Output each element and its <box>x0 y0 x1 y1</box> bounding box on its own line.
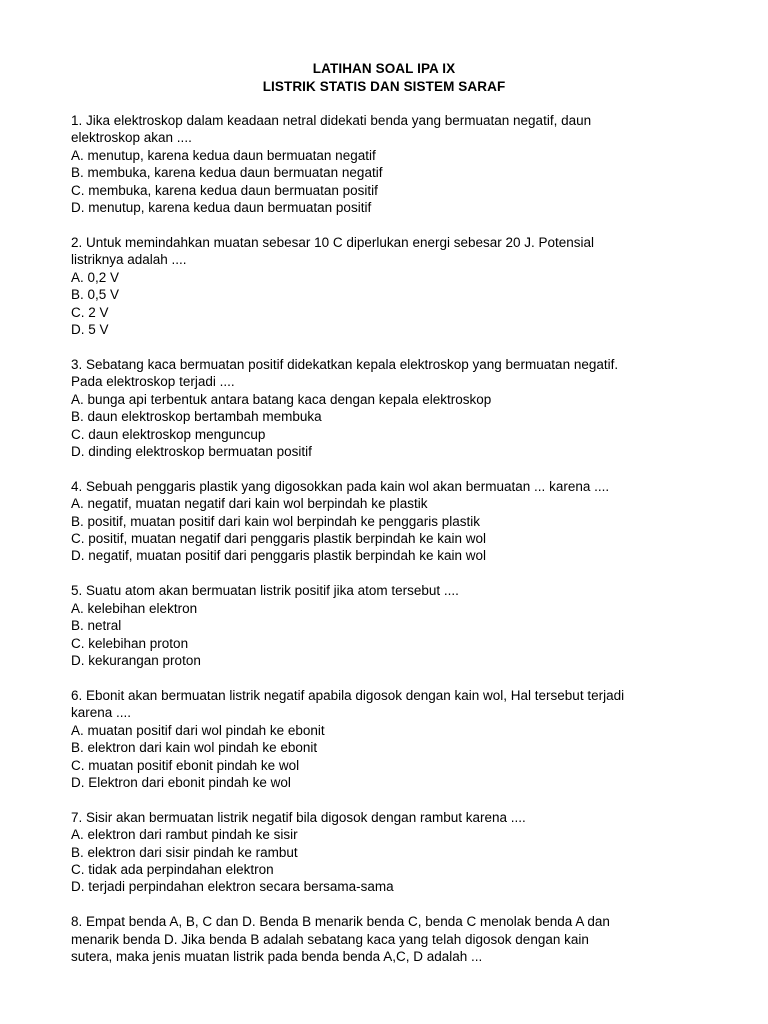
answer-option: B. 0,5 V <box>71 287 120 303</box>
answer-option: D. terjadi perpindahan elektron secara bersama-sama <box>71 879 394 895</box>
question-7 <box>71 809 711 896</box>
question-stem-line: 1. Jika elektroskop dalam keadaan netral didekati benda yang bermuatan negatif, daun <box>71 113 592 128</box>
answer-option: C. muatan positif ebonit pindah ke wol <box>71 757 300 773</box>
answer-option: D. negatif, muatan positif dari penggaris plastik berpindah ke kain wol <box>71 548 486 564</box>
question-stem-line: karena .... <box>71 705 132 721</box>
answer-option: C. membuka, karena kedua daun bermuatan positif <box>71 182 378 198</box>
answer-option: D. Elektron dari ebonit pindah ke wol <box>71 774 291 790</box>
question-stem-line: 8. Empat benda A, B, C dan D. Benda B menarik benda C, benda C menolak benda A dan <box>71 914 610 930</box>
answer-option: C. 2 V <box>71 304 109 320</box>
answer-option: A. elektron dari rambut pindah ke sisir <box>71 827 298 843</box>
answer-option: D. dinding elektroskop bermuatan positif <box>71 443 312 459</box>
question-2 <box>71 234 711 338</box>
question-stem-line: 7. Sisir akan bermuatan listrik negatif bila digosok dengan rambut karena .... <box>71 809 526 825</box>
question-stem-line: sutera, maka jenis muatan listrik pada benda benda A,C, D adalah ... <box>71 949 483 965</box>
answer-option: B. membuka, karena kedua daun bermuatan negatif <box>71 165 383 181</box>
answer-option: B. elektron dari sisir pindah ke rambut <box>71 844 298 860</box>
answer-option: B. elektron dari kain wol pindah ke ebonit <box>71 740 318 756</box>
question-stem-line: Pada elektroskop terjadi .... <box>71 374 235 390</box>
answer-option: A. 0,2 V <box>71 269 120 285</box>
answer-option: A. menutup, karena kedua daun bermuatan negatif <box>71 147 376 163</box>
answer-option: A. muatan positif dari wol pindah ke ebonit <box>71 722 325 738</box>
question-stem-line: 5. Suatu atom akan bermuatan listrik positif jika atom tersebut .... <box>71 583 459 599</box>
question-list <box>71 112 711 983</box>
answer-option: B. positif, muatan positif dari kain wol berpindah ke penggaris plastik <box>71 513 480 529</box>
answer-option: A. negatif, muatan negatif dari kain wol berpindah ke plastik <box>71 496 428 512</box>
question-stem-line: listriknya adalah .... <box>71 252 187 268</box>
answer-option: C. tidak ada perpindahan elektron <box>71 862 274 878</box>
answer-option: D. kekurangan proton <box>71 652 201 668</box>
answer-option: C. daun elektroskop menguncup <box>71 426 266 442</box>
question-4 <box>71 478 711 565</box>
answer-option: C. positif, muatan negatif dari penggaris plastik berpindah ke kain wol <box>71 531 486 547</box>
answer-option: D. menutup, karena kedua daun bermuatan positif <box>71 200 372 216</box>
question-stem-line: 4. Sebuah penggaris plastik yang digosokkan pada kain wol akan bermuatan ... karena .... <box>71 478 610 494</box>
question-stem-line: 3. Sebatang kaca bermuatan positif didekatkan kepala elektroskop yang bermuatan negatif. <box>71 356 619 372</box>
document-subtitle: LISTRIK STATIS DAN SISTEM SARAF <box>262 79 506 94</box>
answer-option: D. 5 V <box>71 321 109 337</box>
question-5 <box>71 582 711 669</box>
document-title: LATIHAN SOAL IPA IX <box>312 61 456 76</box>
question-stem-line: elektroskop akan .... <box>71 130 192 146</box>
question-1 <box>71 112 711 216</box>
question-stem-line: 6. Ebonit akan bermuatan listrik negatif apabila digosok dengan kain wol, Hal tersebut terjadi <box>71 687 625 703</box>
answer-option: B. netral <box>71 618 122 634</box>
answer-option: C. kelebihan proton <box>71 635 189 651</box>
question-8 <box>71 913 711 965</box>
question-stem-line: menarik benda D. Jika benda B adalah sebatang kaca yang telah digosok dengan kain <box>71 931 589 947</box>
answer-option: B. daun elektroskop bertambah membuka <box>71 409 322 425</box>
answer-option: A. bunga api terbentuk antara batang kaca dengan kepala elektroskop <box>71 391 492 407</box>
question-stem-line: 2. Untuk memindahkan muatan sebesar 10 C diperlukan energi sebesar 20 J. Potensial <box>71 234 595 250</box>
question-3 <box>71 356 711 460</box>
answer-option: A. kelebihan elektron <box>71 600 198 616</box>
question-6 <box>71 687 711 791</box>
